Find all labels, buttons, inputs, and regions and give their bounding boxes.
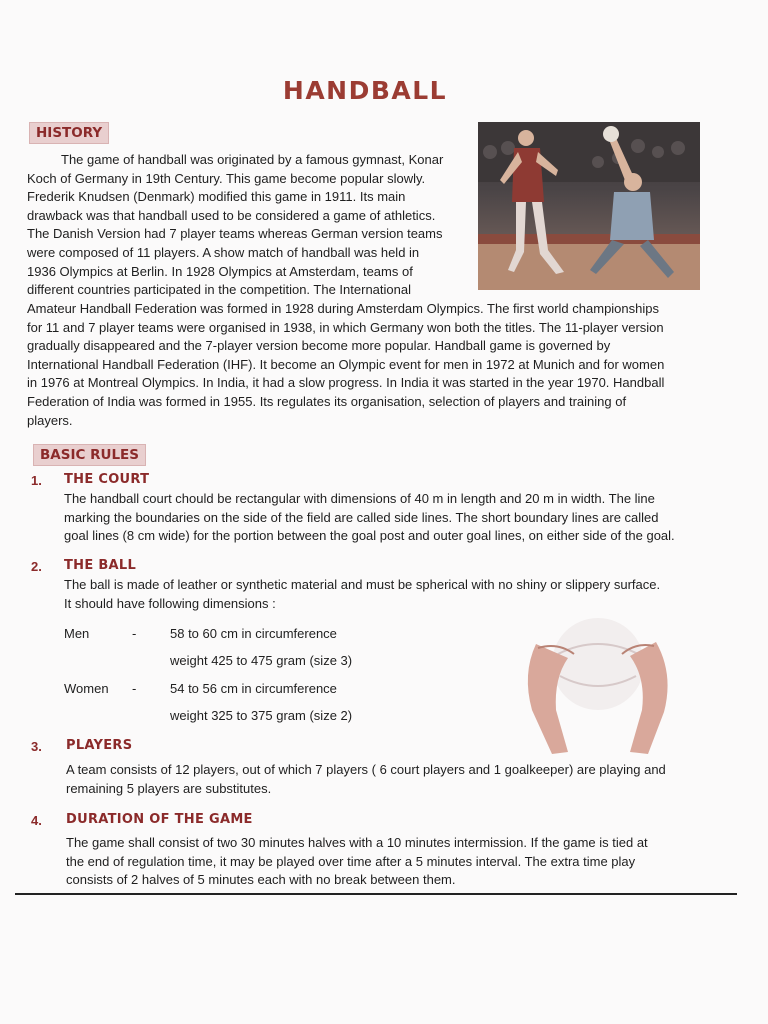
court-line: The handball court chould be rectangular with dimensions of 40 m in length and 20 m in width. The line: [64, 491, 655, 506]
court-line: marking the boundaries on the side of the field are called side lines. The short boundary lines are called: [64, 509, 659, 525]
duration-line: the end of regulation time, it may be played over time after a 5 minutes interval. The extra time play: [66, 853, 636, 869]
players-paragraph: [66, 761, 706, 798]
ball-paragraph: [64, 576, 704, 613]
duration-line: consists of 2 halves of 5 minutes each with no break between them.: [66, 872, 456, 888]
history-line: The game of handball was originated by a famous gymnast, Konar: [61, 152, 444, 167]
history-line: drawback was that handball used to be considered a game of athletics.: [27, 207, 436, 223]
hands-holding-ball-image: [498, 614, 694, 760]
duration-line: The game shall consist of two 30 minutes halves with a 10 minutes intermission. If the game is tied at: [66, 835, 648, 850]
history-line: 1936 Olympics at Berlin. In 1928 Olympics at Amsterdam, teams of: [27, 263, 413, 279]
men-weight: weight 425 to 475 gram (size 3): [170, 653, 353, 668]
history-tag: HISTORY: [29, 122, 109, 144]
history-line: Koch of Germany in 19th Century. This game become popular slowly.: [27, 170, 426, 186]
players-line: A team consists of 12 players, out of which 7 players ( 6 court players and 1 goalkeeper) are playing and: [66, 762, 666, 777]
history-line: Frederik Knudsen (Denmark) modified this game in 1911. Its main: [27, 189, 406, 205]
history-line: The Danish Version had 7 player teams whereas German version teams: [27, 226, 443, 242]
photo-illustration: [478, 122, 700, 290]
ball-line: It should have following dimensions :: [64, 595, 276, 611]
history-line: Federation of India was formed in 1955. Its regulates its organisation, selection of players and training of: [27, 393, 627, 409]
women-label: Women: [64, 681, 109, 696]
ball-heading: THE BALL: [64, 558, 137, 573]
men-label: Men: [64, 626, 90, 641]
handball-action-photo: [478, 122, 700, 290]
court-number: 1.: [31, 473, 42, 488]
history-line: Amateur Handball Federation was formed in 1928 during Amsterdam Olympics. The first world championships: [27, 301, 659, 316]
court-paragraph: [64, 490, 704, 546]
history-paragraph-top: [27, 151, 465, 300]
duration-heading: DURATION OF THE GAME: [66, 812, 253, 827]
players-heading: PLAYERS: [66, 738, 133, 753]
men-circumference: 58 to 60 cm in circumference: [170, 626, 337, 641]
players-line: remaining 5 players are substitutes.: [66, 780, 272, 796]
bottom-divider: [15, 893, 737, 895]
court-line: goal lines (8 cm wide) for the portion between the goal post and outer goal lines, on either side of the goal.: [64, 528, 675, 544]
history-line: for 11 and 7 player teams were organised in 1938, in which Germany won both the titles. The 11-player version: [27, 319, 664, 335]
women-weight: weight 325 to 375 gram (size 2): [170, 708, 353, 723]
ball-number: 2.: [31, 559, 42, 574]
history-line: were composed of 11 players. A show match of handball was held in: [27, 244, 420, 260]
history-line: International Handball Federation (IHF). It become an Olympic event for men in 1972 at Munich and for women: [27, 356, 665, 372]
history-line: different countries participated in the competition. The International: [27, 282, 411, 298]
duration-paragraph: [66, 834, 706, 890]
history-paragraph-bottom: [27, 300, 703, 430]
women-dash: -: [132, 681, 137, 696]
history-line: gradually disappeared and the 7-player version become more popular. Handball game is governed by: [27, 338, 611, 354]
history-line: in 1976 at Montreal Olympics. In India, it had a slow progress. In India it was started in the year 1970. Handball: [27, 375, 665, 391]
court-heading: THE COURT: [64, 472, 150, 487]
ball-illustration: [498, 614, 694, 760]
basic-rules-tag: BASIC RULES: [33, 444, 146, 466]
history-line: players.: [27, 412, 73, 428]
men-dash: -: [132, 626, 137, 641]
women-circumference: 54 to 56 cm in circumference: [170, 681, 337, 696]
duration-number: 4.: [31, 813, 42, 828]
page-title: HANDBALL: [282, 76, 448, 105]
players-number: 3.: [31, 739, 42, 754]
ball-line: The ball is made of leather or synthetic material and must be spherical with no shiny or slippery surface.: [64, 577, 661, 592]
